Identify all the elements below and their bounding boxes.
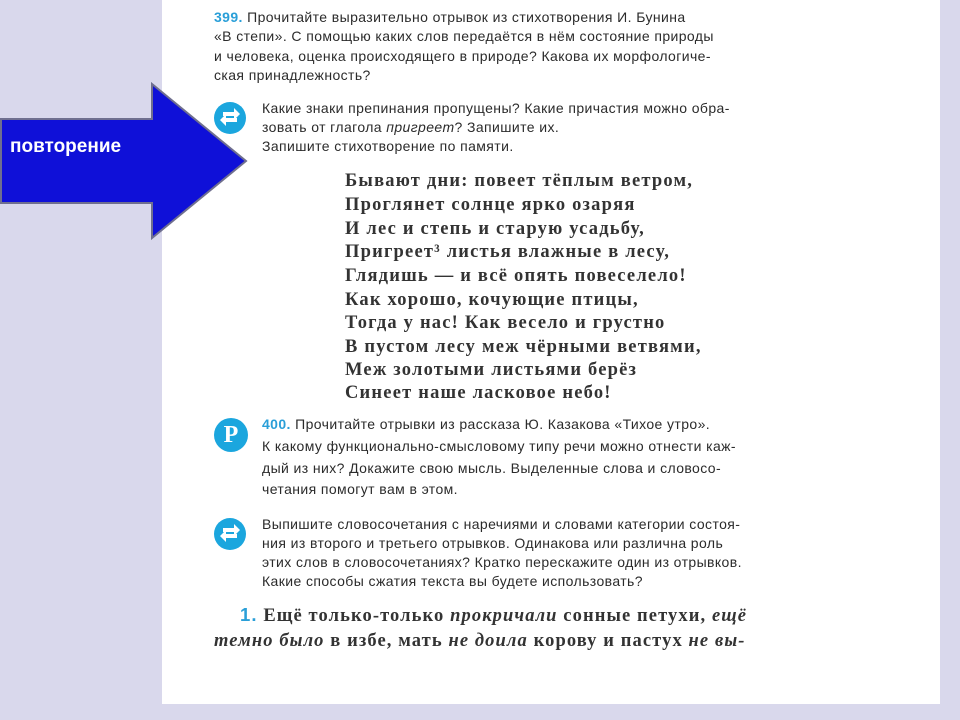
task1-line1: Какие знаки препинания пропущены? Какие причастия можно обра-: [262, 100, 730, 116]
excerpt-q3: не доила: [448, 631, 528, 651]
excerpt-p1: Ещё только-только: [257, 606, 451, 626]
poem-line-7: Тогда у нас! Как весело и грустно: [345, 313, 666, 333]
excerpt-p4: ещё: [711, 606, 748, 626]
ex399-line1: [214, 8, 686, 26]
task2-line2: ния из второго и третьего отрывков. Одинакова или различна роль: [262, 535, 724, 551]
ex400-number: 400.: [262, 416, 291, 432]
task2-line1: Выпишите словосочетания с наречиями и словами категории состоя-: [262, 516, 741, 532]
ex400-line1: [262, 415, 710, 433]
poem-line-5: Глядишь — и всё опять повеселело!: [345, 266, 687, 286]
excerpt-line2: [214, 630, 746, 652]
repeat-icon-2: [214, 518, 246, 550]
poem-line-10: Синеет наше ласковое небо!: [345, 383, 612, 403]
excerpt-q4: корову и пастух: [527, 631, 689, 651]
ex399-text1: Прочитайте выразительно отрывок из стихотворения И. Бунина: [242, 9, 686, 25]
task1-italic-word: пригреет: [386, 119, 455, 135]
task1-text-c: ? Запишите их.: [454, 119, 560, 135]
excerpt-number: 1.: [240, 604, 258, 625]
excerpt-p2: прокричали: [450, 606, 558, 626]
poem-line-4: Пригреет³ листья влажные в лесу,: [345, 242, 671, 262]
poem-line-1: Бывают дни: повеет тёплым ветром,: [345, 171, 694, 191]
ex400-line3: дый из них? Докажите свою мысль. Выделенные слова и словосо-: [262, 460, 722, 476]
ex399-line3: и человека, оценка происходящего в природе? Какова их морфологиче-: [214, 48, 711, 64]
ex400-line4: четания помогут вам в этом.: [262, 481, 458, 497]
poem-line-6: Как хорошо, кочующие птицы,: [345, 290, 639, 310]
ex399-line2: «В степи». С помощью каких слов передаётся в нём состояние природы: [214, 28, 714, 44]
excerpt-q5: не вы-: [688, 631, 746, 651]
poem-line-9: Меж золотыми листьями берёз: [345, 360, 638, 380]
excerpt-line1: [240, 604, 747, 627]
arrow-label: повторение: [10, 136, 122, 157]
arrow-shape: [0, 82, 248, 240]
poem-line-2: Проглянет солнце ярко озаряя: [345, 195, 636, 215]
repeat-icon: [214, 102, 246, 134]
excerpt-q1: темно было: [214, 631, 325, 651]
ex399-number: 399.: [214, 9, 243, 25]
task2-line3: этих слов в словосочетаниях? Кратко перескажите один из отрывков.: [262, 554, 742, 570]
poem-line-3: И лес и степь и старую усадьбу,: [345, 219, 645, 239]
speech-r-icon: Р: [214, 418, 248, 452]
poem-line-8: В пустом лесу меж чёрными ветвями,: [345, 337, 702, 357]
ex399-line4: ская принадлежность?: [214, 67, 371, 83]
task1-line2: [262, 118, 559, 136]
task2-line4: Какие способы сжатия текста вы будете использовать?: [262, 573, 643, 589]
task1-line3: Запишите стихотворение по памяти.: [262, 138, 514, 154]
excerpt-p3: сонные петухи,: [557, 606, 712, 626]
task1-text-a: зовать от глагола: [262, 119, 387, 135]
excerpt-q2: в избе, мать: [324, 631, 449, 651]
ex400-line2: К какому функционально-смысловому типу речи можно отнести каж-: [262, 438, 736, 454]
ex400-text1: Прочитайте отрывки из рассказа Ю. Казакова «Тихое утро».: [290, 416, 711, 432]
